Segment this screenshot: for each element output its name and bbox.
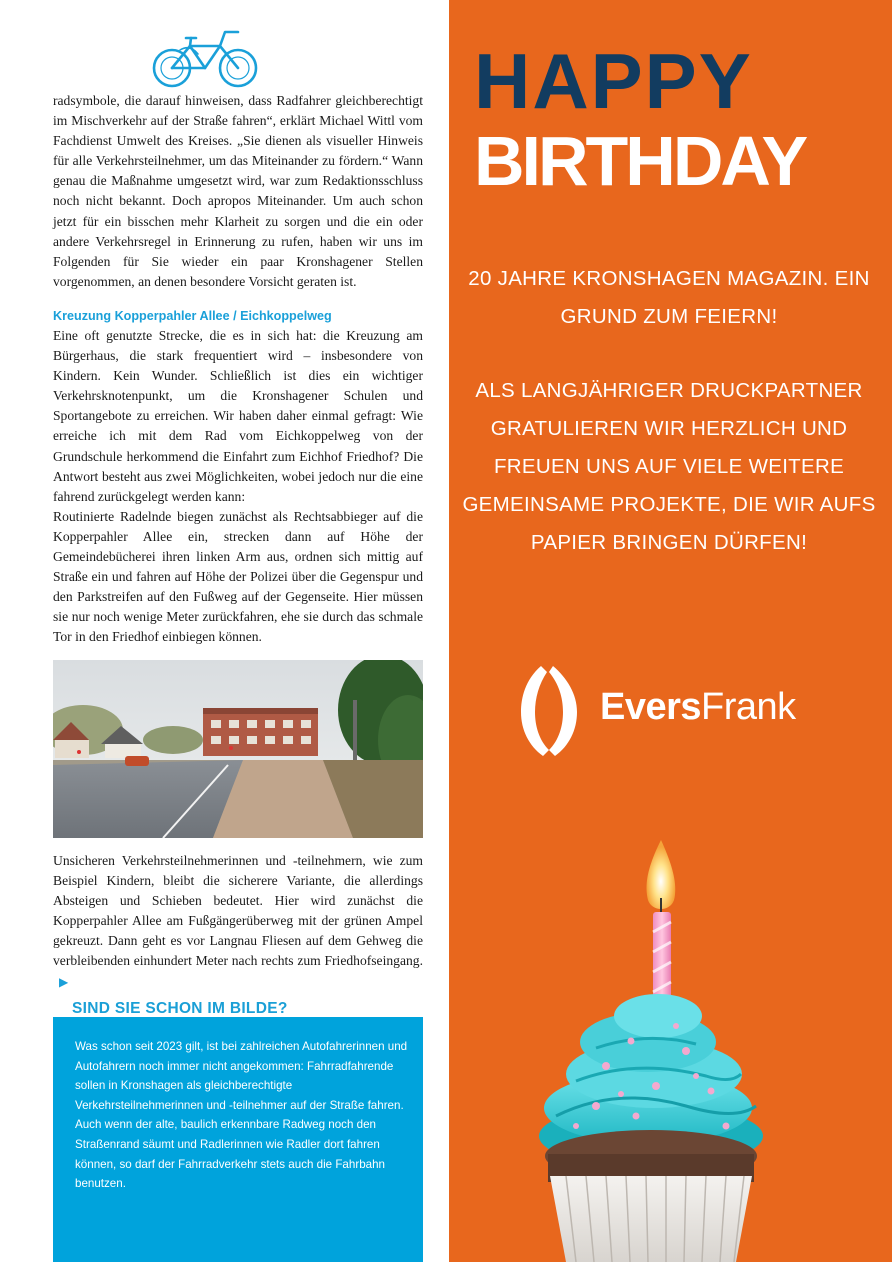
continue-arrow-icon: ▶ [59,974,69,989]
eversfrank-logo-icon [519,660,581,760]
article-subheading: Kreuzung Kopperpahler Allee / Eichkoppelweg [53,309,332,323]
article-paragraph-safe-variant-text: Unsicheren Verkehrsteilnehmerinnen und -teilnehmern, wie zum Beispiel Kindern, bleibt die sicherere Variante, die allerdings Absteigen und Schieben bedeutet. Hier wird zunächst die Kopperpahler Allee am Fußgängerüberweg mit der grünen Ampel gekreuzt. Dann geht es vor Langnau Fliesen auf dem Gehweg die verbleibenden einhundert Meter nach rechts zum Friedhofseingang. [53,853,423,969]
logo-text-frank: Frank [701,686,796,728]
article-paragraph-crossing-question: Eine oft genutzte Strecke, die es in sich hat: die Kreuzung am Bürgerhaus, die stark frequentiert wird – insbesondere von Kindern. Kein Wunder. Schließlich ist dies ein wichtiger Verkehrsknotenpunkt, um die Kronshagener Schulen und Sportangebote zu erreichen. Wir haben daher einmal gefragt: Wie erreiche ich mit dem Rad vom Eichkoppelweg von der Grundschule herkommend die Einfahrt zum Eichhof Friedhof? Die Antwort besteht aus zwei Möglichkeiten, wobei jedoch nur die eine fahrend zurückgelegt werden kann: [53,328,423,504]
article-paragraph-intro: radsymbole, die darauf hinweisen, dass Radfahrer gleichberechtigt im Mischverkehr auf der Straße fahren“, erklärt Michael Wittl vom Fachdienst Umwelt des Kreises. „Sie dienen als visueller Hinweis für alle Verkehrsteilnehmer, um das Miteinander zu fördern.“ Wann genau die Maßnahme umgesetzt wird, war zum Redaktionsschluss noch nicht bekannt. Doch apropos Miteinander. Um auch schon jetzt für ein bisschen mehr Klarheit zu sorgen und die ein oder andere Verkehrsregel in Erinnerung zu rufen, haben wir uns im Folgenden für Sie wieder ein paar Kronshagener Stellen vorgenommen, an denen besondere Vorsicht geraten ist. [53,93,423,289]
birthday-cupcake-image [536,836,766,1262]
article-paragraph-crossing [53,326,423,648]
info-box-title: SIND SIE SCHON IM BILDE? [72,1000,288,1017]
ad-headline-birthday: BIRTHDAY [474,122,806,200]
ad-message-congratulations: ALS LANGJÄHRIGER DRUCKPARTNER GRATULIEREN WIR HERZLICH UND FREUEN UNS AUF VIELE WEITERE GEMEINSAME PROJEKTE, DIE WIR AUFS PAPIER BRINGEN DÜRFEN! [462,379,876,554]
bicycle-icon [150,26,260,88]
article-paragraph-crossing-route: Routinierte Radelnde biegen zunächst als Rechtsabbieger auf die Kopperpahler Allee ein, strecken dann auf Höhe der Gemeindebücherei ihren linken Arm aus, ordnen sich mittig auf Straße ein und fahren auf Höhe der Polizei über die Gegenspur und den Parkstreifen auf den Fußweg auf der Gegenseite. Hier müssen sie nur noch wenige Meter zurückfahren, ehe sie durch das schmale Tor in den Friedhof einbiegen können. [53,508,423,645]
article-paragraph-safe-variant [53,851,423,992]
eversfrank-logo-wordmark [600,684,796,730]
info-box [53,1017,423,1262]
info-box-text: Was schon seit 2023 gilt, ist bei zahlreichen Autofahrerinnen und Autofahrern noch immer nicht angekommen: Fahrradfahrende sollen in Kronshagen als gleichberechtigte Verkehrsteilnehmerinnen und -teilnehmer auf der Straße fahren. Auch wenn der alte, baulich erkennbare Radweg noch den Straßenrand säumt und Radlerinnen wie Radler dort fahren können, so darf der Fahrradverkehr stets auch die Fahrbahn benutzen. [75,1040,408,1191]
ad-headline-happy: HAPPY [474,37,753,125]
logo-text-evers: Evers [600,686,702,728]
column-divider [446,0,449,1262]
street-crossing-photo [53,660,423,838]
ad-message-anniversary: 20 JAHRE KRONSHAGEN MAGAZIN. EIN GRUND ZUM FEIERN! [468,267,870,328]
